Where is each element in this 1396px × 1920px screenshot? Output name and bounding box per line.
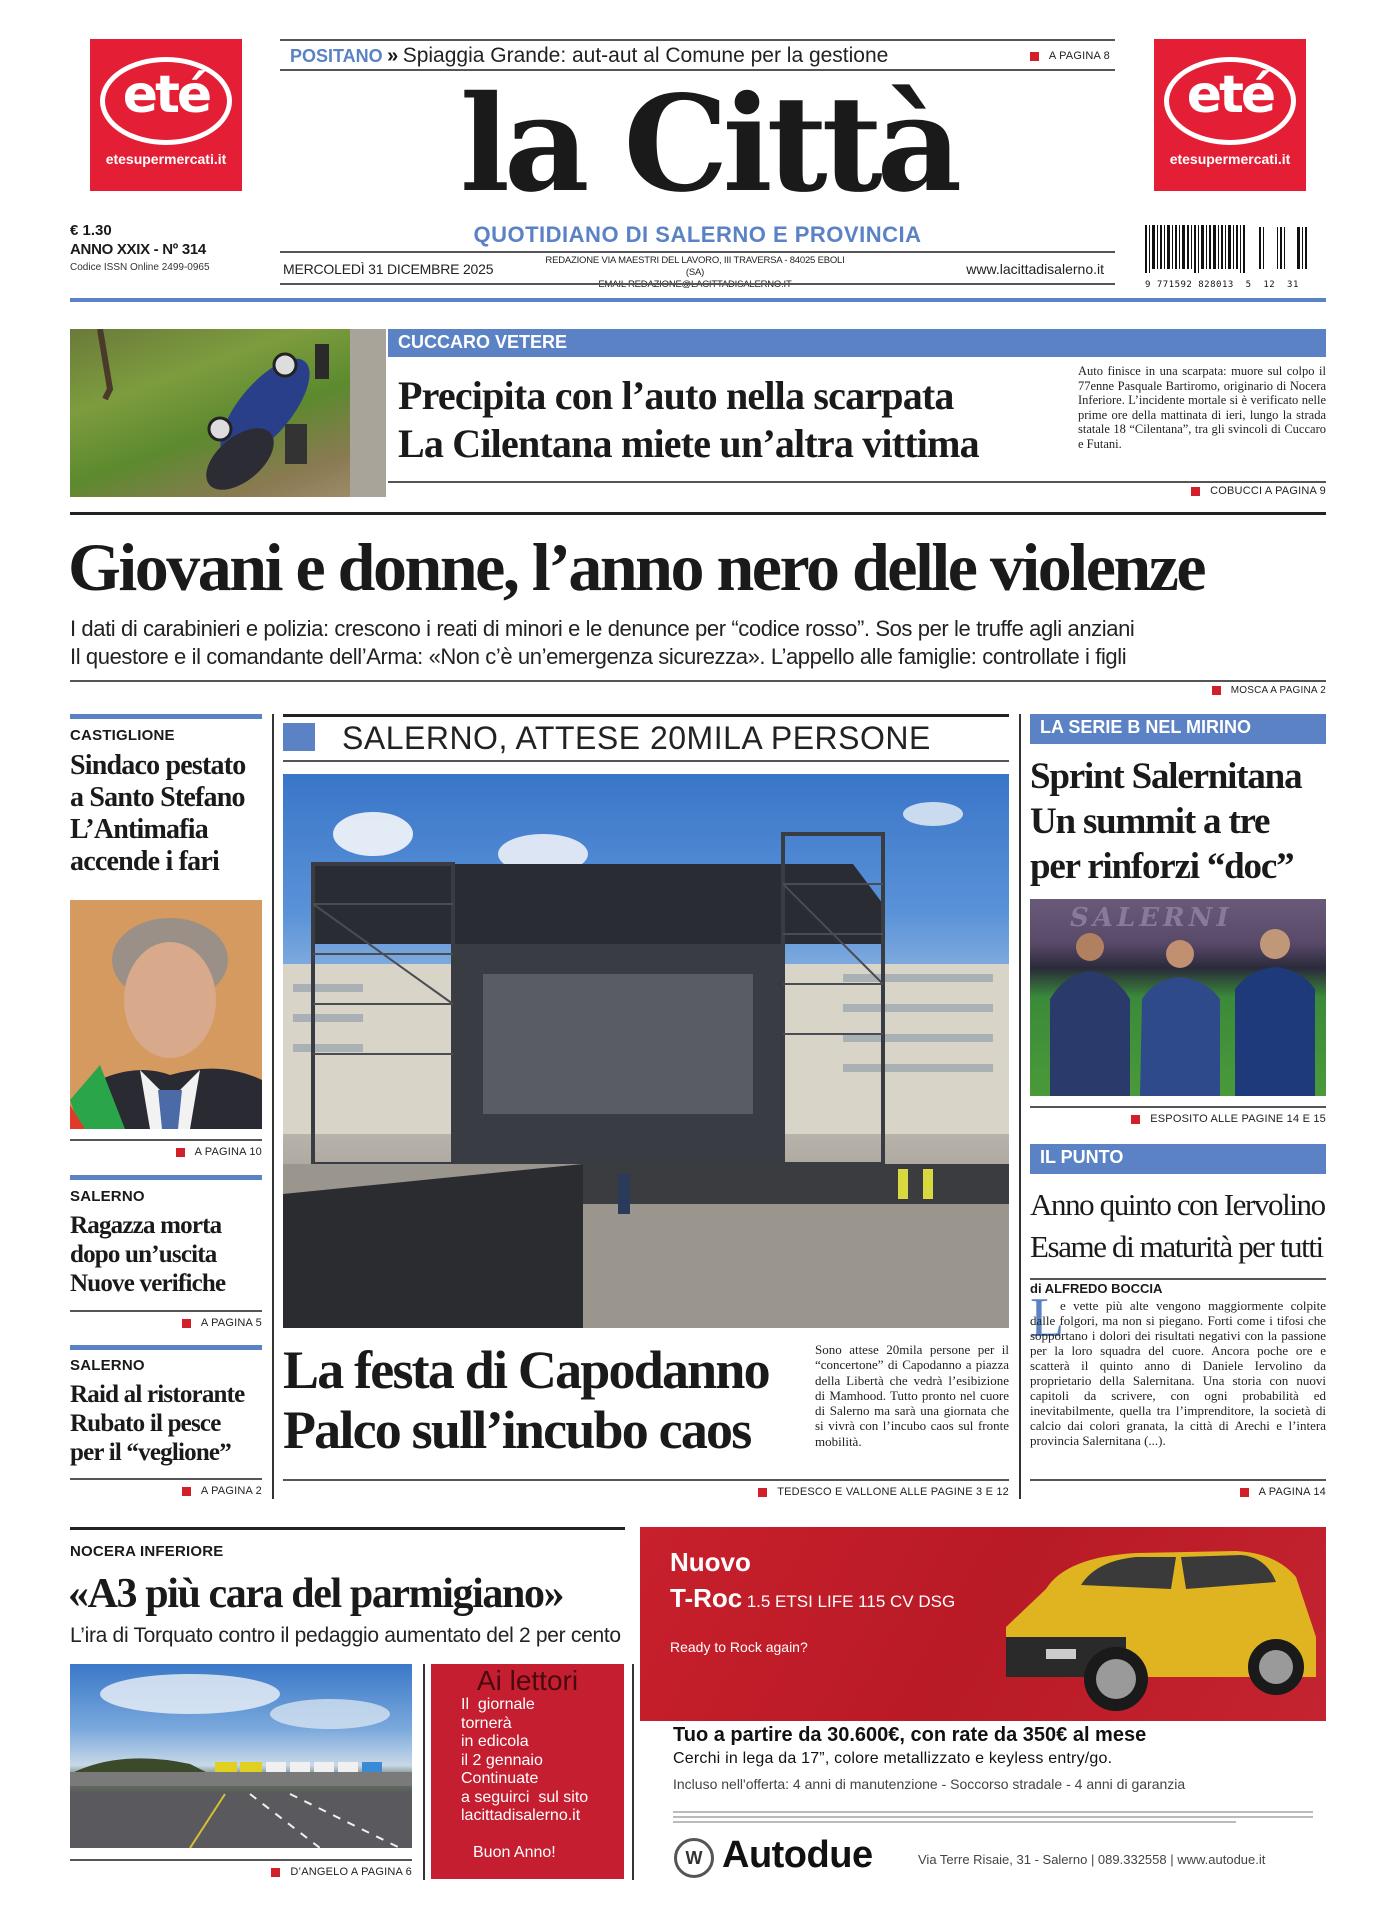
red-square-icon <box>182 1319 191 1328</box>
center-kicker-rule <box>283 760 1009 762</box>
ad-price-line: Tuo a partire da 30.600€, con rate da 350€ al mese <box>673 1724 1147 1746</box>
readers-line: lacittadisalerno.it <box>461 1807 581 1824</box>
red-square-icon <box>1240 1488 1249 1497</box>
red-square-icon <box>758 1488 767 1497</box>
castiglione-headline-line: a Santo Stefano <box>70 782 245 813</box>
salerno2-bottom-rule <box>70 1478 262 1480</box>
il-punto-kicker: IL PUNTO <box>1030 1144 1326 1174</box>
serie-b-headline-line: Sprint Salernitana <box>1030 756 1302 797</box>
salerno1-kicker: SALERNO <box>70 1188 145 1205</box>
teaser-kicker: POSITANO <box>290 46 383 66</box>
nocera-headline[interactable]: «A3 più cara del parmigiano» <box>68 1571 564 1617</box>
il-punto-byline-rule <box>1030 1278 1326 1280</box>
address-line-2 <box>545 279 845 291</box>
salernitana-summit-photo[interactable] <box>1030 899 1326 1096</box>
cuccaro-summary: Auto finisce in una scarpata: muore sul colpo il 77enne Pasquale Bartiromo, originario di Nocera Inferiore. L’incidente mortale si è verificato nelle prime ore della mattinata di ieri, lungo la strada statale 18 “Cilentana”, tra gli svincoli di Cuccaro e Futani. <box>1078 364 1326 451</box>
salerno1-headline-line: dopo un’uscita <box>70 1241 217 1268</box>
cuccaro-bottom-rule <box>388 481 1326 483</box>
concert-stage-illustration <box>283 774 1009 1328</box>
cuccaro-headline[interactable] <box>398 372 1078 468</box>
lead-ref[interactable] <box>1212 685 1326 696</box>
readers-line: tornerà <box>461 1714 512 1732</box>
lead-deck-line-1: I dati di carabinieri e polizia: crescono i reati di minori e le denunce per “codice rosso”. Sos per le truffe agli anziani <box>70 616 1135 641</box>
concert-stage-photo[interactable] <box>283 774 1009 1328</box>
serie-b-bottom-rule <box>1030 1106 1326 1108</box>
double-chevron-icon: » <box>387 45 399 67</box>
lead-top-rule <box>70 512 1326 515</box>
ad-line1: Nuovo <box>670 1547 751 1577</box>
teaser-text: Spiaggia Grande: aut-aut al Comune per la gestione <box>402 44 889 67</box>
center-kicker-blue-square <box>283 723 315 751</box>
center-ref[interactable] <box>758 1486 1009 1498</box>
ad-features: Cerchi in lega da 17”, colore metallizzato e keyless entry/go. <box>673 1750 1113 1767</box>
readers-right-divider <box>632 1664 634 1880</box>
castiglione-headline-line: accende i fari <box>70 846 219 877</box>
red-square-icon <box>1131 1115 1140 1124</box>
salerno1-headline[interactable] <box>70 1211 225 1298</box>
castiglione-bottom-rule <box>70 1139 262 1141</box>
cuccaro-kicker: CUCCARO VETERE <box>388 329 1326 357</box>
lead-ref-text: MOSCA A PAGINA 2 <box>1230 685 1326 696</box>
nocera-deck: L’ira di Torquato contro il pedaggio aumentato del 2 per cento <box>70 1624 621 1647</box>
red-square-icon <box>1191 487 1200 496</box>
cuccaro-ref-text: COBUCCI A PAGINA 9 <box>1210 485 1326 497</box>
teaser-top-rule <box>280 39 1115 41</box>
center-headline[interactable] <box>283 1340 769 1460</box>
ad-fine-print <box>673 1808 1313 1830</box>
readers-line: Continuate <box>461 1770 539 1787</box>
nocera-ref-text: D’ANGELO A PAGINA 6 <box>290 1866 412 1878</box>
address <box>545 255 845 291</box>
salerno2-headline-line: Raid al ristorante <box>70 1381 245 1408</box>
readers-line: il 2 gennaio <box>461 1751 543 1769</box>
masthead-title[interactable]: la Città <box>459 67 957 222</box>
center-ref-text: TEDESCO E VALLONE ALLE PAGINE 3 E 12 <box>777 1486 1009 1498</box>
barcode-bars <box>1145 225 1327 275</box>
readers-title: Ai lettori <box>476 1665 579 1696</box>
salerno1-bottom-rule <box>70 1310 262 1312</box>
readers-line: Il giornale <box>461 1696 535 1713</box>
ete-ad-right[interactable] <box>1154 39 1306 191</box>
date: MERCOLEDÌ 31 DICEMBRE 2025 <box>283 261 494 277</box>
serie-b-ref[interactable] <box>1131 1113 1326 1125</box>
salerno2-ref[interactable] <box>182 1485 262 1497</box>
teaser-ref[interactable] <box>1030 50 1110 62</box>
serie-b-headline-line: per rinforzi “doc” <box>1030 846 1294 887</box>
red-square-icon <box>271 1868 280 1877</box>
ete-logo-text: eté <box>122 65 210 125</box>
mayor-portrait-illustration <box>70 900 262 1129</box>
ete-ad-left[interactable] <box>90 39 242 191</box>
teaser-ref-text: A PAGINA 8 <box>1048 50 1110 62</box>
center-bottom-rule <box>283 1479 1009 1481</box>
summit-illustration <box>1030 899 1326 1096</box>
right-column-divider <box>1019 714 1021 1499</box>
left-column-divider <box>272 714 274 1499</box>
serie-b-headline-line: Un summit a tre <box>1030 801 1270 842</box>
masthead-blue-rule <box>70 298 1326 302</box>
barcode-digits: 9 771592 828013 5 12 31 <box>1145 280 1299 290</box>
serie-b-headline[interactable] <box>1030 754 1301 889</box>
castiglione-ref[interactable] <box>176 1146 262 1158</box>
red-square-icon <box>176 1148 185 1157</box>
readers-left-divider <box>423 1664 425 1880</box>
issn: Codice ISSN Online 2499-0965 <box>70 262 210 273</box>
website-link[interactable]: www.lacittadisalerno.it <box>966 261 1104 277</box>
ete-ad-url: etesupermercati.it <box>1169 151 1291 167</box>
address-line-1: REDAZIONE VIA MAESTRI DEL LAVORO, III TRAVERSA - 84025 EBOLI (SA) <box>545 255 845 278</box>
vw-logo-icon: W <box>674 1838 714 1878</box>
red-square-icon <box>1212 686 1221 695</box>
castiglione-headline[interactable] <box>70 750 245 878</box>
salerno2-headline-line: Rubato il pesce <box>70 1410 221 1437</box>
center-headline-line-1: La festa di Capodanno <box>283 1340 769 1400</box>
ad-model: T-Roc <box>670 1583 743 1613</box>
t-roc-ad-banner[interactable] <box>640 1527 1326 1721</box>
ad-included: Incluso nell'offerta: 4 anni di manutenzione - Soccorso stradale - 4 anni di garanzia <box>673 1776 1186 1792</box>
salerno2-blue-rule <box>70 1345 262 1350</box>
dateline-bottom-rule <box>280 283 1115 285</box>
ete-logo-text: eté <box>1186 65 1274 125</box>
cuccaro-headline-line-2: La Cilentana miete un’altra vittima <box>398 421 979 466</box>
center-top-rule <box>283 714 1009 717</box>
castiglione-kicker: CASTIGLIONE <box>70 727 175 744</box>
price: € 1.30 <box>70 222 112 239</box>
salerno1-headline-line: Ragazza morta <box>70 1212 222 1239</box>
castiglione-ref-text: A PAGINA 10 <box>194 1146 262 1158</box>
serie-b-ref-text: ESPOSITO ALLE PAGINE 14 E 15 <box>1150 1113 1326 1125</box>
cuccaro-ref[interactable] <box>1191 485 1326 497</box>
car-crash-illustration <box>70 329 386 497</box>
salerno1-blue-rule <box>70 1175 262 1180</box>
salerno2-headline-line: per il “veglione” <box>70 1439 231 1466</box>
nocera-bottom-rule <box>70 1859 412 1861</box>
nocera-top-rule <box>70 1527 625 1530</box>
castiglione-headline-line: L’Antimafia <box>70 814 208 845</box>
ad-dealer-name[interactable]: Autodue <box>722 1834 873 1876</box>
center-kicker: SALERNO, ATTESE 20MILA PERSONE <box>342 720 931 756</box>
il-punto-ref-text: A PAGINA 14 <box>1258 1486 1326 1498</box>
issue-number: ANNO XXIX - Nº 314 <box>70 241 206 258</box>
readers-notice-box <box>431 1664 624 1879</box>
ad-model-line <box>670 1583 955 1614</box>
lead-bottom-rule <box>70 680 1326 682</box>
ad-dealer-contact[interactable]: Via Terre Risaie, 31 - Salerno | 089.332558 | www.autodue.it <box>918 1852 1266 1867</box>
lead-deck <box>70 615 1326 671</box>
lead-headline[interactable]: Giovani e donne, l’anno nero delle violenze <box>68 529 1205 605</box>
teaser[interactable] <box>290 44 888 68</box>
salerno1-ref-text: A PAGINA 5 <box>200 1317 262 1329</box>
il-punto-body: e vette più alte vengono maggiormente colpite dalle folgori, ma non si piegano. Forti come i tifosi che sopportano i dolori dei risultati negativi con la passione per la loro squadra del cuore. Ancora poche ore e scatterà il quinto anno di Daniele Iervolino da proprietario della Salernitana. Una storia con nuovi capitoli da scrivere, con ogni probabilità ed inevitabilmente, quella tra l’imprenditore, la società di calcio dai colori granata, la città di Arechi e l’intera provincia Salernitana (...). <box>1030 1298 1326 1448</box>
center-headline-line-2: Palco sull’incubo caos <box>283 1400 751 1460</box>
serie-b-kicker: LA SERIE B NEL MIRINO <box>1030 714 1326 744</box>
il-punto-headline-line: Esame di maturità per tutti <box>1030 1229 1323 1264</box>
nocera-ref[interactable] <box>271 1866 412 1878</box>
readers-line: a seguirci sul sito <box>461 1788 589 1806</box>
dateline-top-rule <box>280 251 1115 253</box>
readers-line: in edicola <box>461 1733 529 1750</box>
il-punto-dropcap: L <box>1030 1287 1065 1349</box>
castiglione-headline-line: Sindaco pestato <box>70 750 246 781</box>
barcode <box>1145 225 1327 290</box>
salerno2-headline[interactable] <box>70 1380 244 1467</box>
mayor-portrait-photo[interactable] <box>70 900 262 1129</box>
center-summary: Sono attese 20mila persone per il “concertone” di Capodanno a piazza della Libertà che vedrà l’esibizione di Mamhood. Tutto pronto nel cuore di Salerno ma sarà una giornata che si vivrà con l’incubo caos sul fronte mobilità. <box>815 1342 1009 1449</box>
salerno2-kicker: SALERNO <box>70 1357 145 1374</box>
il-punto-byline: di ALFREDO BOCCIA <box>1030 1281 1163 1296</box>
il-punto-ref[interactable] <box>1240 1486 1326 1498</box>
salerno1-headline-line: Nuove verifiche <box>70 1270 226 1297</box>
nocera-kicker: NOCERA INFERIORE <box>70 1543 224 1560</box>
il-punto-headline[interactable] <box>1030 1184 1325 1268</box>
il-punto-bottom-rule <box>1030 1479 1326 1481</box>
cuccaro-headline-line-1: Precipita con l’auto nella scarpata <box>398 373 954 418</box>
readers-message <box>431 1696 624 1826</box>
masthead-subtitle: QUOTIDIANO DI SALERNO E PROVINCIA <box>473 222 922 247</box>
red-square-icon <box>1030 52 1039 61</box>
stadium-banner-text: SALERNI <box>1070 903 1233 933</box>
yellow-suv-illustration <box>986 1527 1326 1721</box>
car-crash-photo[interactable] <box>70 329 386 497</box>
castiglione-blue-rule <box>70 714 262 719</box>
salerno2-ref-text: A PAGINA 2 <box>200 1485 262 1497</box>
ad-tagline: Ready to Rock again? <box>670 1639 808 1655</box>
il-punto-headline-line: Anno quinto con Iervolino <box>1030 1187 1325 1222</box>
salerno1-ref[interactable] <box>182 1317 262 1329</box>
readers-closing: Buon Anno! <box>473 1843 556 1861</box>
toll-booth-photo[interactable] <box>70 1664 412 1848</box>
red-square-icon <box>182 1487 191 1496</box>
toll-booth-illustration <box>70 1664 412 1848</box>
ad-spec: 1.5 ETSI LIFE 115 CV DSG <box>746 1592 956 1611</box>
lead-deck-line-2: Il questore e il comandante dell’Arma: «Non c’è un’emergenza sicurezza». L’appello alle famiglie: controllate i figli <box>70 644 1127 669</box>
ete-ad-url: etesupermercati.it <box>105 151 227 167</box>
